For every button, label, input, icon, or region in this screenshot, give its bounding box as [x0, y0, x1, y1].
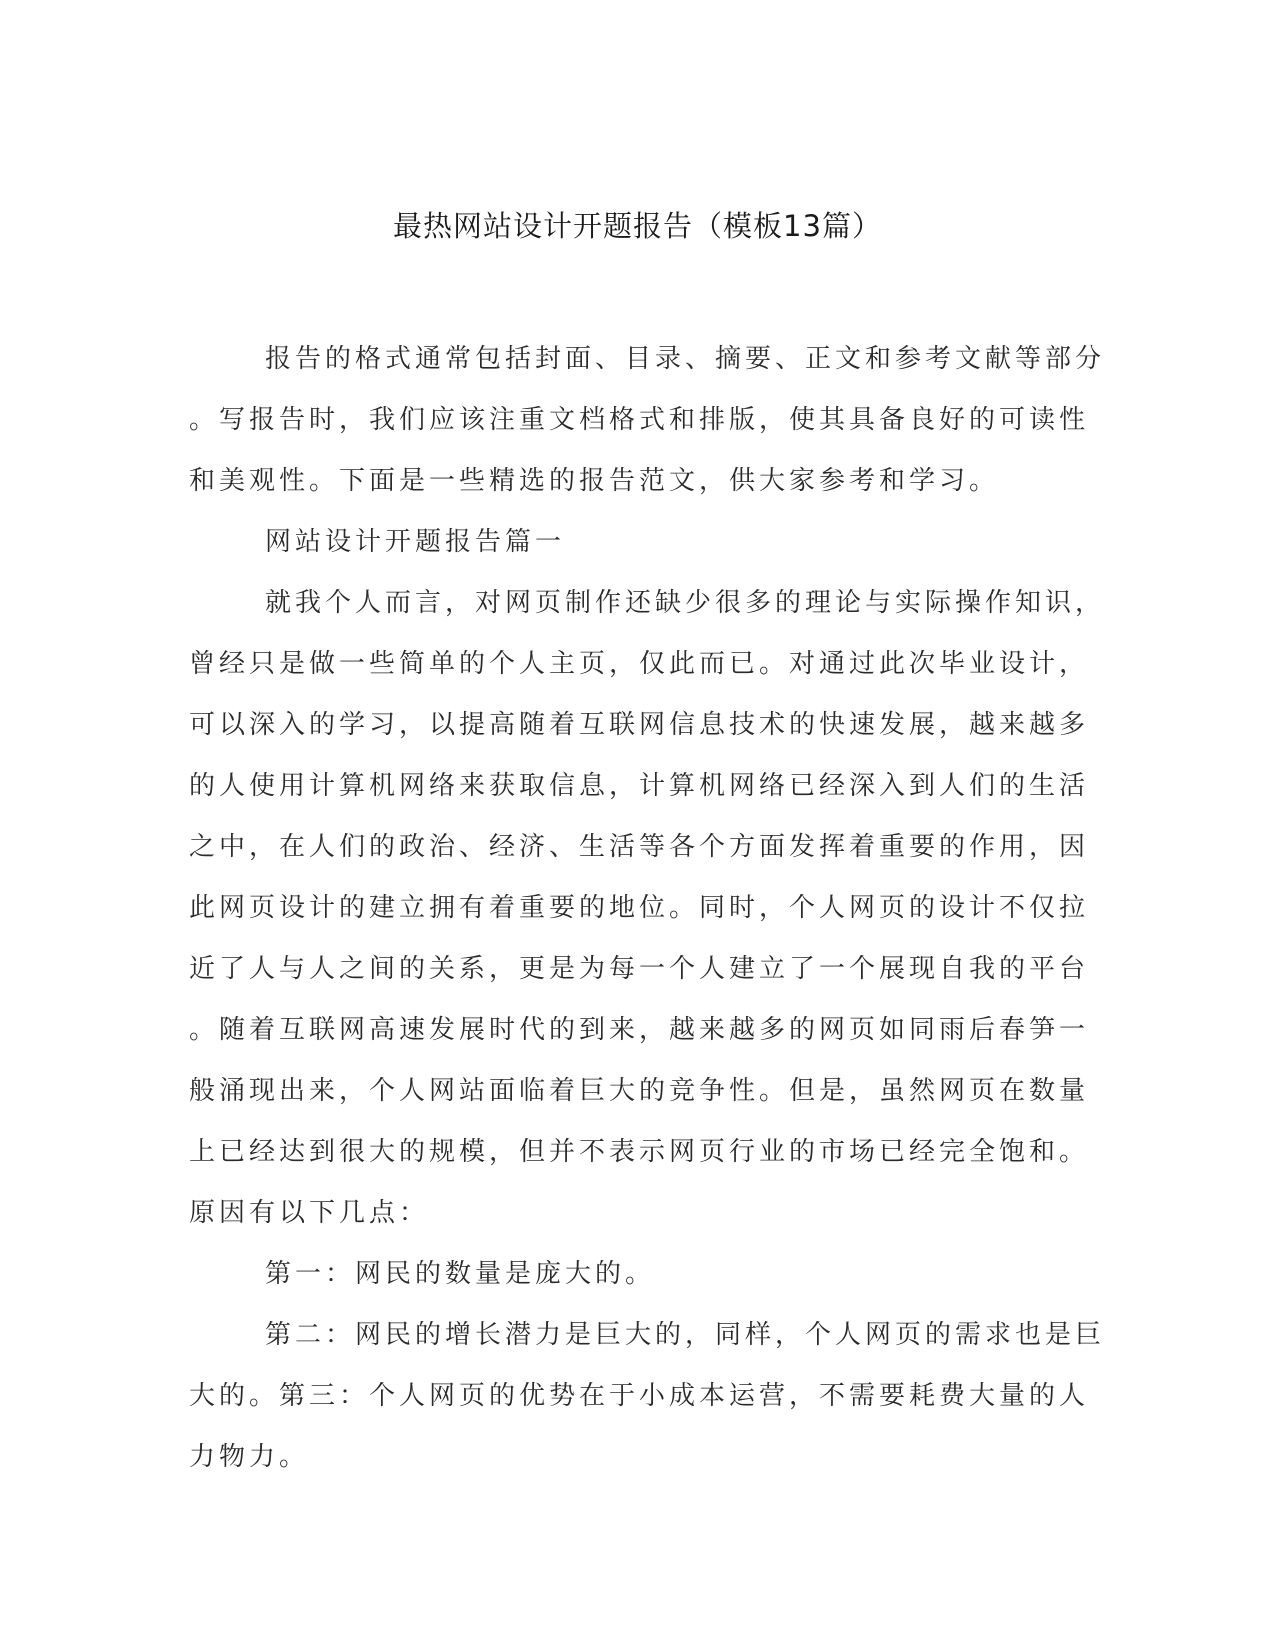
text-line: 曾经只是做一些简单的个人主页，仅此而已。对通过此次毕业设计，: [189, 649, 1090, 679]
text-line: 般涌现出来，个人网站面临着巨大的竞争性。但是，虽然网页在数量: [189, 1076, 1090, 1106]
text-line: 上已经达到很大的规模，但并不表示网页行业的市场已经完全饱和。: [189, 1137, 1090, 1167]
document-body: [189, 329, 1106, 1488]
text-line: 近了人与人之间的关系，更是为每一个人建立了一个展现自我的平台: [189, 954, 1090, 984]
text-line: 。随着互联网高速发展时代的到来，越来越多的网页如同雨后春笋一: [189, 1015, 1090, 1045]
text-line: 此网页设计的建立拥有着重要的地位。同时，个人网页的设计不仅拉: [189, 893, 1090, 923]
text-line: 的人使用计算机网络来获取信息，计算机网络已经深入到人们的生活: [189, 771, 1090, 801]
section-heading: 网站设计开题报告篇一: [265, 527, 566, 557]
text-line: 报告的格式通常包括封面、目录、摘要、正文和参考文献等部分: [265, 344, 1106, 374]
text-line: 大的。第三：个人网页的优势在于小成本运营，不需要耗费大量的人: [189, 1381, 1090, 1411]
text-line: 第二：网民的增长潜力是巨大的，同样，个人网页的需求也是巨: [265, 1320, 1106, 1350]
text-line: 就我个人而言，对网页制作还缺少很多的理论与实际操作知识，: [265, 588, 1106, 618]
text-line: 和美观性。下面是一些精选的报告范文，供大家参考和学习。: [189, 466, 1000, 496]
text-line: 第一：网民的数量是庞大的。: [265, 1259, 656, 1289]
document-title: 最热网站设计开题报告（模板13篇）: [393, 209, 882, 243]
text-line: 原因有以下几点：: [189, 1198, 430, 1228]
text-line: 力物力。: [189, 1442, 310, 1472]
text-line: 之中，在人们的政治、经济、生活等各个方面发挥着重要的作用，因: [189, 832, 1090, 862]
text-line: 。写报告时，我们应该注重文档格式和排版，使其具备良好的可读性: [189, 405, 1090, 435]
text-line: 可以深入的学习，以提高随着互联网信息技术的快速发展，越来越多: [189, 710, 1090, 740]
